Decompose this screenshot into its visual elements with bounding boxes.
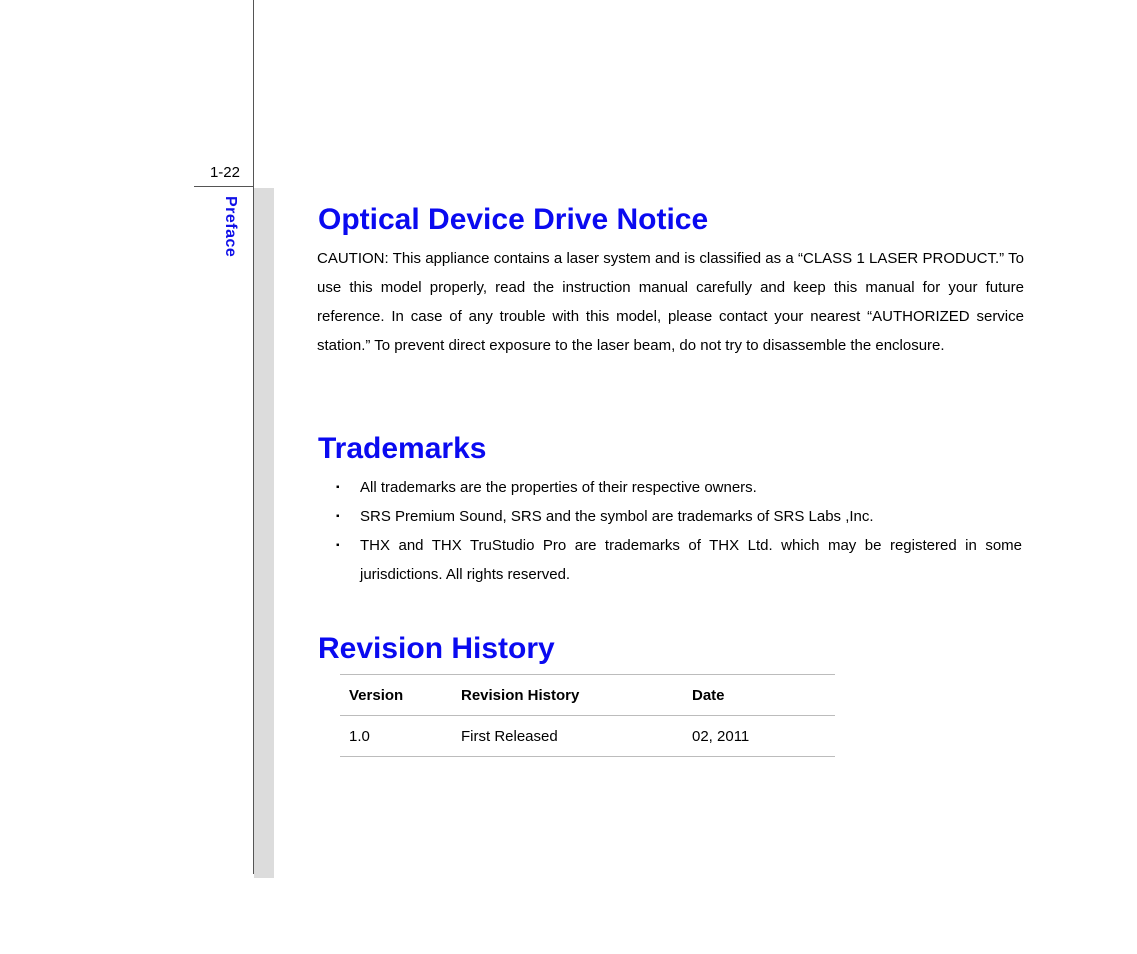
- cell-revision-history: First Released: [452, 716, 683, 757]
- bullet-icon: ▪: [336, 540, 340, 551]
- revision-history-heading: Revision History: [318, 632, 555, 665]
- revision-history-section: [317, 625, 1024, 757]
- list-item: [317, 531, 1024, 589]
- column-header-revision-history: Revision History: [452, 675, 683, 716]
- table-header-row: [340, 675, 835, 716]
- column-header-version: Version: [340, 675, 452, 716]
- trademarks-section: [317, 425, 1024, 589]
- optical-drive-section: [317, 196, 1024, 360]
- column-header-date: Date: [683, 675, 835, 716]
- cell-date: 02, 2011: [683, 716, 835, 757]
- cell-version: 1.0: [340, 716, 452, 757]
- optical-drive-heading: Optical Device Drive Notice: [318, 203, 709, 236]
- table-row: [340, 716, 835, 757]
- trademarks-list: [317, 473, 1024, 589]
- list-item: [317, 502, 1024, 531]
- revision-history-table: [340, 674, 835, 757]
- page-number: 1-22: [194, 164, 253, 187]
- list-item: [317, 473, 1024, 502]
- list-item-text: All trademarks are the properties of their respective owners.: [360, 479, 757, 496]
- list-item-text: SRS Premium Sound, SRS and the symbol are trademarks of SRS Labs ,Inc.: [360, 508, 874, 525]
- margin-gray-bar: [254, 188, 274, 878]
- trademarks-heading: Trademarks: [318, 432, 487, 465]
- chapter-side-label: Preface: [222, 196, 239, 258]
- page-content: [317, 196, 1024, 757]
- list-item-text: THX and THX TruStudio Pro are trademarks of THX Ltd. which may be registered in some jurisdictions. All rights reserved.: [360, 537, 1022, 583]
- optical-drive-caution-text: CAUTION: This appliance contains a laser system and is classified as a “CLASS 1 LASER PRODUCT.” To use this model properly, read the instruction manual carefully and keep this manual for your future reference. In case of any trouble with this model, please contact your nearest “AUTHORIZED service station.” To prevent direct exposure to the laser beam, do not try to disassemble the enclosure.: [317, 250, 1024, 354]
- bullet-icon: ▪: [336, 482, 340, 493]
- bullet-icon: ▪: [336, 511, 340, 522]
